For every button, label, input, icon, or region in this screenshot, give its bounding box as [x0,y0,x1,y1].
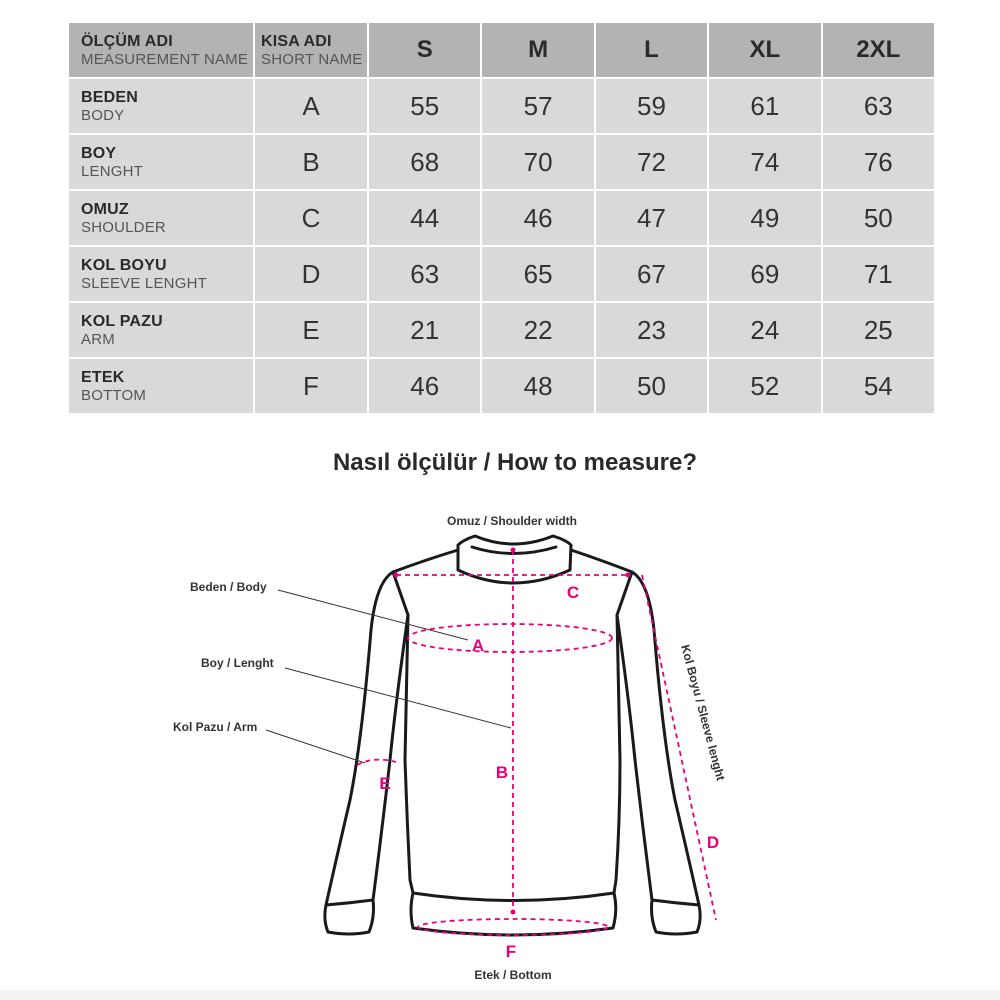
measurement-name-tr: KOL PAZU [81,312,163,330]
size-value-cell: 72 [596,135,707,189]
measurement-name-en: SLEEVE LENGHT [81,274,207,292]
size-value-cell: 49 [709,191,820,245]
table-row [69,303,934,357]
measurement-name-en: ARM [81,330,115,348]
measurement-name-tr: OMUZ [81,200,129,218]
size-value-cell: 76 [823,135,934,189]
header-measurement-name [69,23,253,77]
short-name-letter: E [302,314,320,345]
short-name-cell [255,191,367,245]
bottom-measure-ellipse [418,919,608,935]
size-value-cell: 47 [596,191,707,245]
short-name-cell [255,303,367,357]
size-value-cell: 74 [709,135,820,189]
measurement-name-cell [69,79,253,133]
measurement-name-cell [69,135,253,189]
size-value-cell: 46 [482,191,593,245]
size-header-s: S [369,23,480,77]
size-value-cell: 68 [369,135,480,189]
size-value-cell: 54 [823,359,934,413]
table-row [69,79,934,133]
shoulder-point-right [626,573,631,578]
short-name-cell [255,359,367,413]
size-value-cell: 67 [596,247,707,301]
measurement-name-tr: KOL BOYU [81,256,167,274]
size-value-cell: 50 [823,191,934,245]
left-cuff-outline [325,900,374,934]
measurement-name-tr: ETEK [81,368,125,386]
short-name-cell [255,79,367,133]
size-value-cell: 46 [369,359,480,413]
collar-outline [458,536,571,583]
size-value-cell: 52 [709,359,820,413]
sweatshirt-measure-diagram [0,500,1000,990]
measurement-name-tr: BEDEN [81,88,139,106]
size-value-cell: 24 [709,303,820,357]
size-value-cell: 44 [369,191,480,245]
size-value-cell: 59 [596,79,707,133]
size-value-cell: 61 [709,79,820,133]
size-value-cell: 65 [482,247,593,301]
label-length: Boy / Lenght [201,656,274,670]
size-value-cell: 70 [482,135,593,189]
length-point-bottom [511,910,516,915]
right-sleeve-outline [632,572,699,905]
short-name-cell [255,135,367,189]
marker-b: B [495,763,509,782]
measurement-name-cell [69,303,253,357]
size-value-cell: 57 [482,79,593,133]
body-measure-ellipse [408,624,612,652]
measurement-name-en: LENGHT [81,162,144,180]
length-leader-line [285,668,511,728]
label-bottom: Etek / Bottom [474,968,552,982]
table-row [69,359,934,413]
marker-f: F [505,942,517,961]
size-value-cell: 21 [369,303,480,357]
marker-c: C [566,583,580,602]
size-value-cell: 69 [709,247,820,301]
right-cuff-outline [652,900,701,934]
bottom-strip [0,990,1000,1000]
label-sleeve: Kol Boyu / Sleeve lenght [678,643,728,783]
body-leader-line [278,590,468,640]
short-name-letter: C [301,202,321,233]
shoulder-point-left [394,573,399,578]
short-name-cell [255,247,367,301]
diagram-title: Nasıl ölçülür / How to measure? [332,449,698,476]
size-header-xl: XL [709,23,820,77]
marker-e: E [379,774,391,793]
size-header-2xl: 2XL [823,23,934,77]
table-header-row [69,23,934,77]
marker-a: A [471,636,485,655]
measurement-name-cell [69,247,253,301]
table-row [69,247,934,301]
header-short-en: SHORT NAME [261,50,363,68]
size-value-cell: 71 [823,247,934,301]
size-value-cell: 63 [823,79,934,133]
short-name-letter: A [302,90,320,121]
size-value-cell: 48 [482,359,593,413]
size-value-cell: 22 [482,303,593,357]
size-value-cell: 50 [596,359,707,413]
short-name-letter: D [301,258,321,289]
size-value-cell: 55 [369,79,480,133]
header-name-en: MEASUREMENT NAME [81,50,249,68]
measurement-name-cell [69,191,253,245]
short-name-letter: F [303,370,319,401]
header-name-tr: ÖLÇÜM ADI [81,32,173,50]
label-arm: Kol Pazu / Arm [173,720,258,734]
size-value-cell: 25 [823,303,934,357]
measurement-name-en: BOTTOM [81,386,147,404]
size-chart-table [67,21,936,415]
left-sleeve-outline [326,572,393,905]
measurement-name-cell [69,359,253,413]
short-name-letter: B [302,146,320,177]
measurement-name-en: BODY [81,106,125,124]
size-value-cell: 23 [596,303,707,357]
size-header-m: M [482,23,593,77]
table-row [69,135,934,189]
arm-leader-line [266,730,365,763]
header-short-name [255,23,367,77]
length-point-top [511,548,516,553]
header-short-tr: KISA ADI [261,32,332,50]
size-header-l: L [596,23,707,77]
right-sleeve-inner [617,615,652,900]
label-body: Beden / Body [190,580,267,594]
table-row [69,191,934,245]
size-value-cell: 63 [369,247,480,301]
left-sleeve-inner [373,615,408,900]
measurement-name-tr: BOY [81,144,117,162]
label-shoulder: Omuz / Shoulder width [447,514,577,528]
measurement-name-en: SHOULDER [81,218,166,236]
marker-d: D [706,833,720,852]
